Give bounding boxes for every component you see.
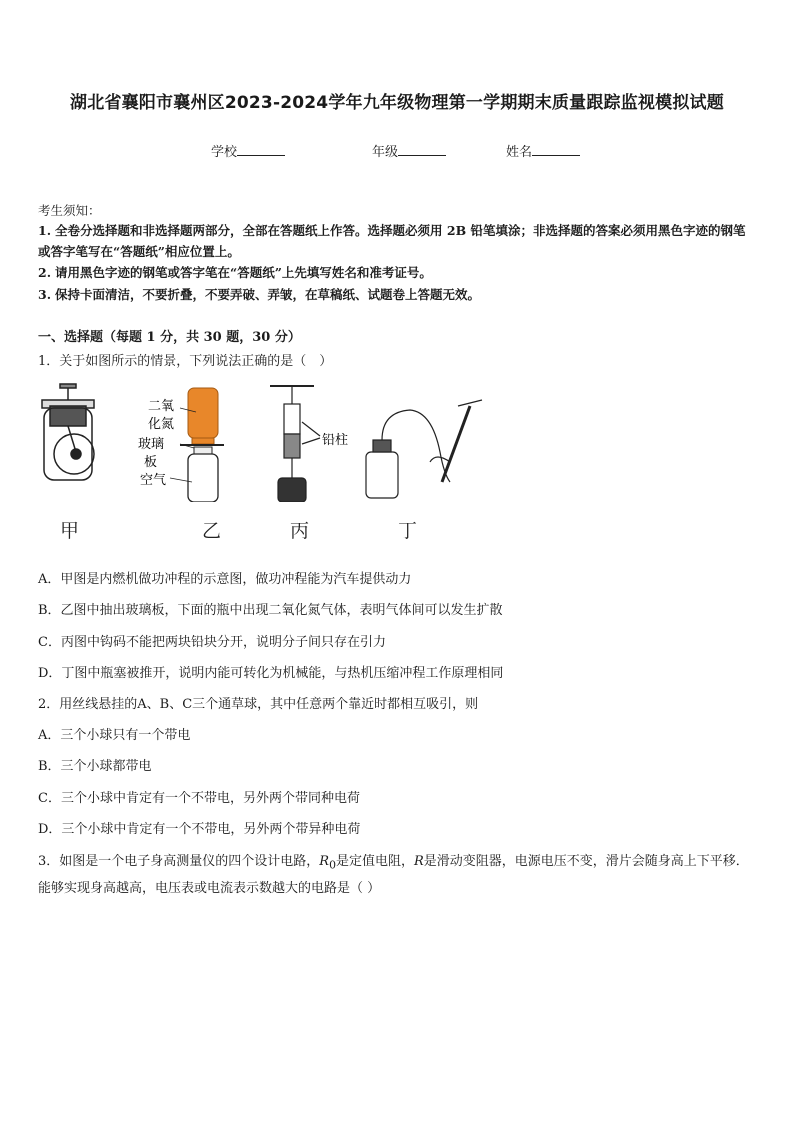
q1-option-a[interactable]: A．甲图是内燃机做功冲程的示意图，做功冲程能为汽车提供动力 (38, 572, 412, 587)
bottle-label-1: 二氧 (148, 399, 175, 414)
grade-label: 年级 (372, 145, 399, 160)
bottle-label-3: 玻璃 (138, 437, 165, 452)
notice-item-2 (38, 263, 758, 284)
q2-stem: 2．用丝线悬挂的A、B、C三个通草球，其中任意两个靠近时都相互吸引，则 (38, 697, 479, 712)
notice-text: 全卷分选择题和非选择题两部分，全部在答题纸上作答。选择题必须用 2B 铅笔填涂；非选择题的答案必须用黑色字迹的钢笔或答字笔写在“答题纸”相应位置上。 (38, 223, 746, 259)
name-field[interactable] (506, 141, 580, 160)
figure-label-ding: 丁 (398, 520, 418, 542)
grade-blank[interactable] (398, 143, 446, 156)
bottles-diagram (170, 388, 224, 502)
notice-num: 3. (38, 287, 52, 302)
engine-diagram (42, 384, 94, 480)
school-field[interactable] (211, 141, 285, 160)
grade-field[interactable] (372, 141, 446, 160)
school-blank[interactable] (237, 143, 285, 156)
q1-stem: 1．关于如图所示的情景，下列说法正确的是（ ） (38, 354, 333, 369)
bottle-label-2: 化氮 (148, 417, 175, 432)
notice-item-1 (38, 221, 758, 262)
q3-stem-part-a: 3．如图是一个电子身高测量仪的四个设计电路， (38, 854, 320, 869)
q3-r: R (413, 854, 424, 869)
notice-num: 2. (38, 265, 52, 280)
pump-bottle-diagram (366, 400, 482, 498)
figure-label-jia: 甲 (60, 520, 80, 542)
q1-option-c[interactable]: C．丙图中钩码不能把两块铅块分开，说明分子间只存在引力 (38, 635, 386, 650)
q3-r0-sub: 0 (329, 858, 336, 872)
figure-label-yi: 乙 (202, 520, 222, 542)
q3-r0: R (319, 854, 330, 869)
q3-stem-part-b: 是定值电阻， (335, 854, 414, 869)
q1-option-d[interactable]: D．丁图中瓶塞被推开，说明内能可转化为机械能，与热机压缩冲程工作原理相同 (38, 666, 504, 681)
bottle-label-5: 空气 (140, 473, 167, 488)
notice-heading: 考生须知： (38, 203, 101, 218)
q2-option-d[interactable]: D．三个小球中肯定有一个不带电，另外两个带异种电荷 (38, 822, 361, 837)
page-title: 湖北省襄阳市襄州区2023-2024学年九年级物理第一学期期末质量跟踪监视模拟试题 (70, 93, 724, 113)
notice-text: 请用黑色字迹的钢笔或答字笔在“答题纸”上先填写姓名和准考证号。 (55, 265, 432, 280)
q2-option-a[interactable]: A．三个小球只有一个带电 (38, 728, 191, 743)
bottle-label-4: 板 (144, 455, 158, 470)
q1-option-b[interactable]: B．乙图中抽出玻璃板，下面的瓶中出现二氧化氮气体，表明气体间可以发生扩散 (38, 603, 503, 618)
q3-stem (38, 850, 758, 900)
school-label: 学校 (211, 145, 238, 160)
q3-stem-part-c: 是滑动变阻器，电源电压不变，滑片会随身高上下平移．能够实现身高越高，电压表或电流表示数越大的电路是（ ） (38, 854, 749, 896)
section-heading: 一、选择题（每题 1 分，共 30 题，30 分） (38, 330, 301, 345)
q2-option-c[interactable]: C．三个小球中肯定有一个不带电，另外两个带同种电荷 (38, 791, 360, 806)
name-blank[interactable] (532, 143, 580, 156)
name-label: 姓名 (506, 145, 533, 160)
lead-label: 铅柱 (322, 433, 349, 448)
lead-cylinders-diagram (270, 386, 320, 502)
figure-label-bing: 丙 (290, 520, 310, 542)
notice-text: 保持卡面清洁，不要折叠，不要弄破、弄皱，在草稿纸、试题卷上答题无效。 (55, 287, 481, 302)
q2-option-b[interactable]: B．三个小球都带电 (38, 759, 152, 774)
notice-item-3 (38, 285, 758, 306)
q1-figure (30, 382, 500, 502)
notice-num: 1. (38, 223, 52, 238)
